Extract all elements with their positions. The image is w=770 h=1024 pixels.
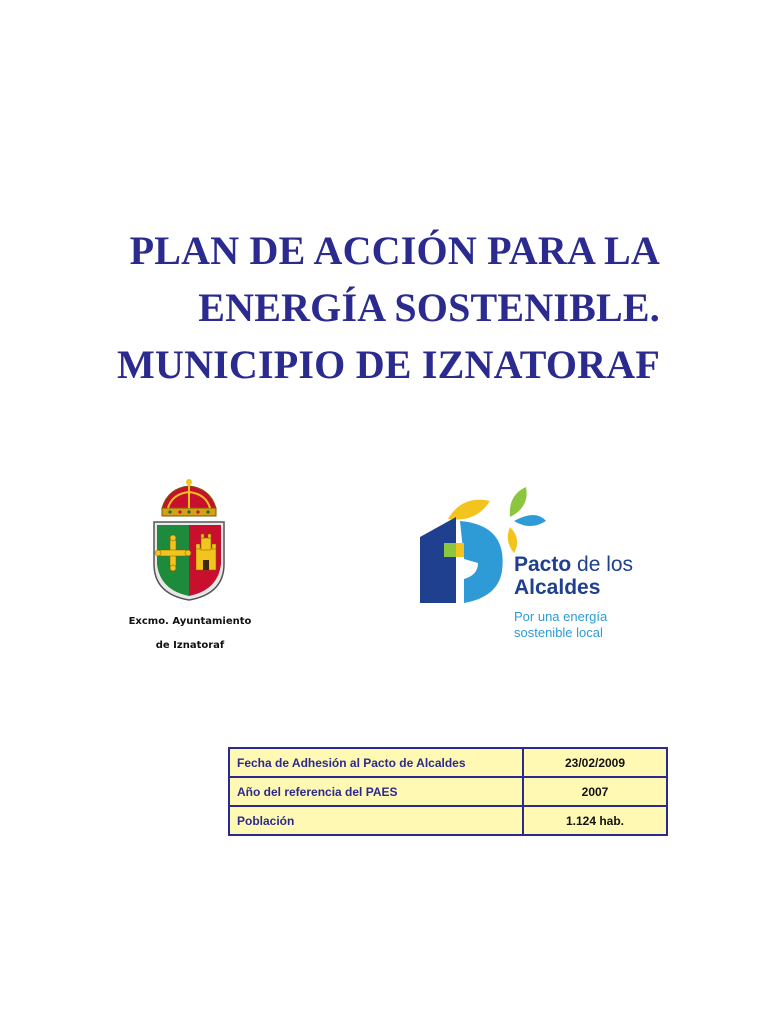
crest-caption-line-2: de Iznatoraf [155, 640, 225, 651]
row-value: 2007 [523, 777, 667, 806]
pacto-tagline-line-2: sostenible local [514, 625, 603, 640]
pacto-name [514, 553, 633, 599]
coat-of-arms-icon [148, 478, 230, 602]
pacto-tagline [514, 609, 607, 641]
table-row [229, 777, 667, 806]
table-row [229, 748, 667, 777]
pacto-name-bold: Pacto [514, 553, 572, 576]
row-label: Año del referencia del PAES [229, 777, 523, 806]
row-label: Fecha de Adhesión al Pacto de Alcaldes [229, 748, 523, 777]
title-line-1: PLAN DE ACCIÓN PARA LA [129, 228, 660, 273]
document-title [100, 222, 660, 393]
row-label: Población [229, 806, 523, 835]
pacto-name-rest: de los [571, 553, 634, 576]
title-line-3: MUNICIPIO DE IZNATORAF [117, 342, 660, 387]
title-line-2: ENERGÍA SOSTENIBLE. [198, 285, 660, 330]
info-table [228, 747, 668, 836]
row-value: 1.124 hab. [523, 806, 667, 835]
crest-caption [110, 610, 270, 658]
pacto-tagline-line-1: Por una energía [514, 609, 608, 624]
table-row [229, 806, 667, 835]
row-value: 23/02/2009 [523, 748, 667, 777]
crest-caption-line-1: Excmo. Ayuntamiento [128, 616, 252, 627]
pacto-name-line-2: Alcaldes [514, 576, 601, 599]
